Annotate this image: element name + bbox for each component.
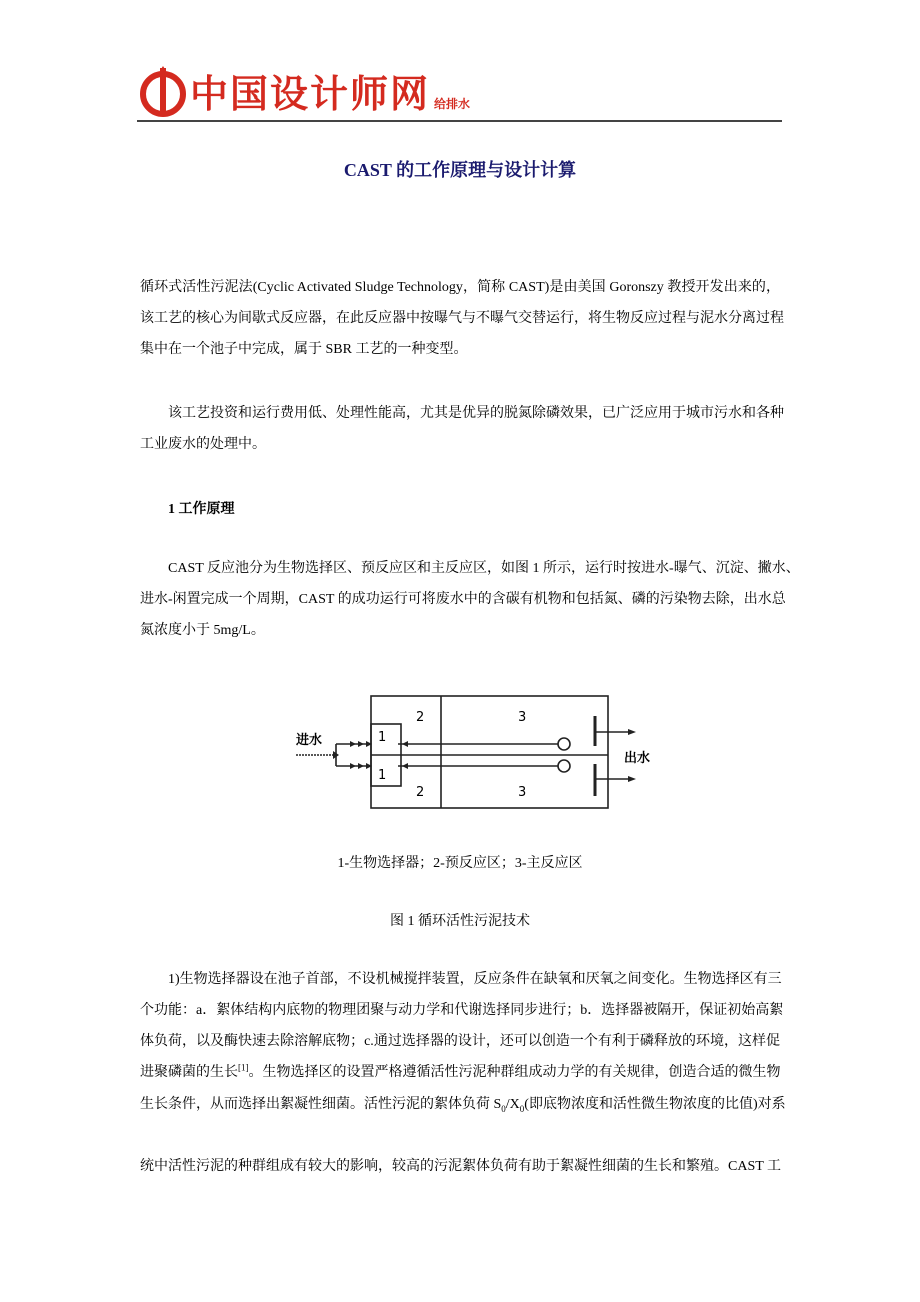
paragraph-line: CAST 反应池分为生物选择区、预反应区和主反应区，如图 1 所示，运行时按进水-曝气、沉淀、撇水、 [168, 561, 800, 576]
citation-reference: [1] [238, 1062, 249, 1073]
text-segment: 进聚磷菌的生长 [140, 1065, 238, 1080]
paragraph-line [140, 1064, 780, 1082]
outlet-label: 出水 [624, 751, 651, 766]
section-heading: 1 工作原理 [168, 502, 235, 517]
paragraph-line: 循环式活性污泥法(Cyclic Activated Sludge Technology，简称 CAST)是由美国 Goronszy 教授开发出来的， [140, 280, 780, 295]
inlet-label: 进水 [296, 733, 323, 748]
subscript: 0 [519, 1103, 525, 1114]
zone-3-label: 3 [518, 710, 527, 725]
paragraph-line: 该工艺投资和运行费用低、处理性能高，尤其是优异的脱氮除磷效果，已广泛应用于城市污水和各种 [168, 406, 784, 421]
paragraph-line [140, 1096, 786, 1114]
paragraph-line: 氮浓度小于 5mg/L。 [140, 623, 265, 638]
figure-caption: 1-生物选择器；2-预反应区；3-主反应区 [337, 856, 583, 871]
text-segment: (即底物浓度和活性微生物浓度的比值)对系 [524, 1097, 786, 1112]
paragraph-line: 集中在一个池子中完成，属于 SBR 工艺的一种变型。 [140, 342, 468, 357]
paragraph-line: 统中活性污泥的种群组成有较大的影响，较高的污泥絮体负荷有助于絮凝性细菌的生长和繁殖。CAST 工 [140, 1159, 782, 1174]
header-divider [137, 120, 782, 122]
zone-2-label: 2 [416, 710, 425, 725]
cast-reactor-diagram [288, 684, 663, 816]
subscript: 0 [501, 1103, 506, 1114]
text-segment: /X [505, 1097, 520, 1112]
text-segment: 。生物选择区的设置严格遵循活性污泥种群组成动力学的有关规律，创造合适的微生物 [248, 1065, 781, 1080]
document-title: CAST 的工作原理与设计计算 [343, 160, 577, 180]
logo-emblem-icon [140, 66, 186, 118]
zone-1-label: 1 [378, 768, 387, 783]
figure-title: 图 1 循环活性污泥技术 [390, 914, 530, 929]
paragraph-line: 体负荷，以及酶快速去除溶解底物；c.通过选择器的设计，还可以创造一个有利于磷释放的环境，这样促 [140, 1034, 780, 1049]
paragraph-line: 1)生物选择器设在池子首部，不设机械搅拌装置，反应条件在缺氧和厌氧之间变化。生物选择区有三 [168, 972, 782, 987]
paragraph-line: 进水-闲置完成一个周期，CAST 的成功运行可将废水中的含碳有机物和包括氮、磷的污染物去除，出水总 [140, 592, 786, 607]
site-logo [140, 62, 470, 118]
zone-1-label: 1 [378, 730, 387, 745]
logo-text: 中国设计师网 [190, 72, 431, 116]
paragraph-line: 工业废水的处理中。 [140, 437, 266, 452]
zone-2-label: 2 [416, 785, 425, 800]
logo-subtitle: 给排水 [434, 97, 471, 111]
zone-3-label: 3 [518, 785, 527, 800]
text-segment: 生长条件，从而选择出絮凝性细菌。活性污泥的絮体负荷 S [140, 1097, 502, 1112]
paragraph-line: 该工艺的核心为间歇式反应器，在此反应器中按曝气与不曝气交替运行，将生物反应过程与泥水分离过程 [140, 311, 784, 326]
paragraph-line: 个功能：a．絮体结构内底物的物理团聚与动力学和代谢选择同步进行；b．选择器被隔开，保证初始高絮 [140, 1003, 784, 1018]
